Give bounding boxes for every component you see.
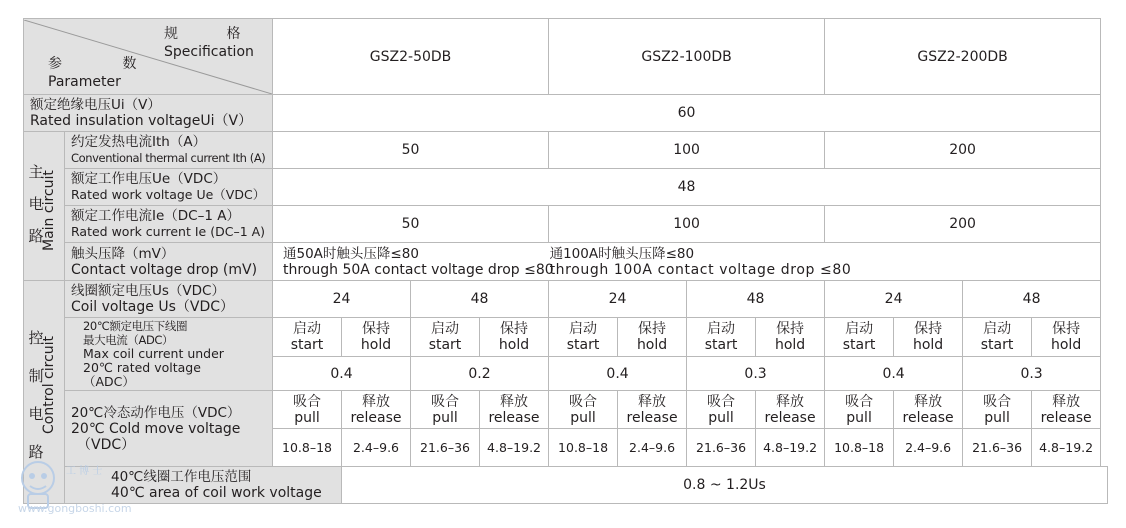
label-cn: 额定工作电流Ie（DC–1 A） [71, 208, 240, 224]
work-current-value: 200 [825, 206, 1101, 243]
release-en: release [1040, 409, 1092, 426]
hold-cn: 保持 [1052, 321, 1081, 337]
release-cn: 释放 [914, 393, 943, 410]
contact-drop-label [65, 243, 273, 281]
cold-voltage-value: 21.6–36 [411, 429, 480, 467]
drop-en: through 50A contact voltage drop ≤80 [283, 261, 554, 278]
start-cn: 启动 [707, 321, 736, 337]
contact-drop-col2-text [550, 246, 852, 278]
group-char: 控 [28, 329, 44, 347]
pull-cn: 吸合 [707, 393, 736, 410]
drop-cn: 通100A时触头压降≤80 [549, 246, 695, 262]
start-cell [963, 318, 1032, 357]
spec-table-wrapper [23, 18, 1108, 504]
max-current-mode-row [24, 318, 1108, 357]
hold-en: hold [360, 337, 392, 353]
cold-voltage-value: 21.6–36 [687, 429, 756, 467]
cold-voltage-value: 10.8–18 [825, 429, 894, 467]
cold-voltage-value: 4.8–19.2 [756, 429, 825, 467]
label-en: （ADC） [83, 374, 135, 389]
work-voltage-value: 48 [273, 169, 1101, 206]
coil-voltage-row [24, 281, 1108, 318]
work-current-value: 50 [273, 206, 549, 243]
max-current-value: 0.3 [963, 357, 1101, 391]
model-header-2 [549, 19, 825, 95]
thermal-current-value: 50 [273, 132, 549, 169]
rated-insulation-row [24, 95, 1108, 132]
start-cn: 启动 [845, 321, 874, 337]
rated-insulation-value: 60 [273, 95, 1101, 132]
thermal-current-value: 200 [825, 132, 1101, 169]
label-en: Rated work current Ie (DC–1 A) [71, 224, 266, 239]
thermal-current-row [24, 132, 1108, 169]
coil-voltage-value: 24 [273, 281, 411, 318]
cold-voltage-mode-row [24, 391, 1108, 429]
contact-drop-row [24, 243, 1108, 281]
watermark-cn: 工 博 士 [66, 466, 103, 477]
start-en: start [566, 337, 600, 353]
model-name: GSZ2-50DB [369, 48, 452, 65]
hold-en: hold [774, 337, 806, 353]
cold-voltage-value: 4.8–19.2 [1032, 429, 1101, 467]
start-en: start [704, 337, 738, 353]
pull-cell [273, 391, 342, 429]
spec-en-label: Specification [164, 43, 254, 60]
pull-cn: 吸合 [569, 393, 598, 410]
start-cell [273, 318, 342, 357]
release-en: release [626, 409, 678, 426]
coil-voltage-value: 48 [411, 281, 549, 318]
label-en: Max coil current under [83, 346, 224, 361]
release-cell [1032, 391, 1101, 429]
cold-voltage-value: 10.8–18 [273, 429, 342, 467]
header-corner-cell [24, 19, 273, 95]
pull-en: pull [846, 409, 872, 426]
hold-cn: 保持 [638, 321, 667, 337]
pull-cn: 吸合 [845, 393, 874, 410]
pull-cell [411, 391, 480, 429]
label-cn: 触头压降（mV） [71, 245, 175, 262]
release-cell [894, 391, 963, 429]
label-en: Coil voltage Us（VDC） [71, 299, 235, 315]
start-cell [687, 318, 756, 357]
label-cn: 线圈额定电压Us（VDC） [71, 283, 225, 299]
release-cell [480, 391, 549, 429]
release-en: release [488, 409, 540, 426]
label-en: Rated insulation voltageUi（V） [30, 113, 253, 129]
work-voltage-row [24, 169, 1108, 206]
control-circuit-en: Control circuit [41, 335, 57, 434]
hold-cell [618, 318, 687, 357]
max-current-value: 0.4 [825, 357, 963, 391]
hold-cell [756, 318, 825, 357]
label-en: 40℃ area of coil work voltage [111, 485, 322, 501]
release-cell [618, 391, 687, 429]
label-cn: 额定绝缘电压Ui（V） [30, 97, 161, 113]
start-en: start [290, 337, 324, 353]
work-voltage-label [65, 169, 273, 206]
hold-en: hold [498, 337, 530, 353]
max-current-label [65, 318, 273, 391]
start-en: start [842, 337, 876, 353]
release-cn: 释放 [500, 393, 529, 410]
pull-en: pull [570, 409, 596, 426]
group-char: 制 [28, 367, 44, 385]
model-name: GSZ2-100DB [641, 48, 732, 65]
coil-voltage-value: 48 [687, 281, 825, 318]
pull-en: pull [984, 409, 1010, 426]
label-cn: 20℃冷态动作电压（VDC） [71, 404, 241, 421]
hold-en: hold [1050, 337, 1082, 353]
label-cn: 20℃额定电压下线圈 [83, 319, 188, 333]
label-cn: 40℃线圈工作电压范围 [111, 469, 252, 485]
pull-cn: 吸合 [293, 393, 321, 410]
main-circuit-en: Main circuit [41, 170, 57, 251]
group-char: 路 [28, 227, 44, 245]
thermal-current-label [65, 132, 273, 169]
label-en: 20℃ Cold move voltage [71, 420, 241, 437]
thermal-current-value: 100 [549, 132, 825, 169]
hold-cell [894, 318, 963, 357]
release-cn: 释放 [638, 393, 667, 410]
label-en: Conventional thermal current Ith (A) [71, 151, 266, 165]
pull-cell [687, 391, 756, 429]
contact-drop-col2 [549, 243, 1101, 281]
release-cell [756, 391, 825, 429]
hold-cell [1032, 318, 1101, 357]
group-char: 主 [28, 163, 44, 181]
model-header-1 [273, 19, 549, 95]
cold-voltage-value: 2.4–9.6 [342, 429, 411, 467]
spec-cn-label: 规 格 [164, 25, 263, 42]
work-current-row [24, 206, 1108, 243]
coil-voltage-label [65, 281, 273, 318]
hold-en: hold [636, 337, 668, 353]
release-en: release [350, 409, 402, 426]
rated-insulation-label [24, 95, 273, 132]
hold-cn: 保持 [500, 321, 529, 337]
start-en: start [428, 337, 462, 353]
hold-cell [480, 318, 549, 357]
label-cn: 最大电流（ADC） [83, 333, 174, 347]
start-cell [549, 318, 618, 357]
group-char: 电 [28, 195, 44, 213]
pull-cn: 吸合 [983, 393, 1012, 410]
start-cn: 启动 [431, 321, 459, 337]
work-current-label [65, 206, 273, 243]
header-row [24, 19, 1108, 95]
hold-cn: 保持 [776, 321, 805, 337]
pull-en: pull [708, 409, 734, 426]
label-cn: 额定工作电压Ue（VDC） [71, 171, 227, 187]
cold-voltage-value: 4.8–19.2 [480, 429, 549, 467]
cold-voltage-value: 2.4–9.6 [894, 429, 963, 467]
drop-en: through 100A contact voltage drop ≤80 [549, 262, 852, 278]
param-en-label: Parameter [48, 73, 121, 90]
release-cn: 释放 [776, 393, 805, 410]
cold-voltage-value: 10.8–18 [549, 429, 618, 467]
label-en: Contact voltage drop (mV) [71, 261, 258, 278]
group-char: 路 [28, 443, 44, 461]
label-en: 20℃ rated voltage [83, 360, 201, 375]
release-en: release [764, 409, 816, 426]
param-cn-label: 参 数 [48, 55, 165, 72]
release-cn: 释放 [1052, 393, 1081, 410]
hold-cn: 保持 [362, 321, 390, 337]
max-current-value: 0.4 [549, 357, 687, 391]
pull-cell [549, 391, 618, 429]
release-cn: 释放 [362, 393, 390, 410]
spec-table [23, 18, 1108, 504]
max-current-value: 0.3 [687, 357, 825, 391]
work-current-value: 100 [549, 206, 825, 243]
start-cell [411, 318, 480, 357]
start-cn: 启动 [569, 321, 598, 337]
start-en: start [980, 337, 1014, 353]
start-cn: 启动 [983, 321, 1012, 337]
pull-en: pull [294, 409, 320, 426]
hold-cn: 保持 [914, 321, 943, 337]
release-en: release [902, 409, 954, 426]
coil-voltage-value: 48 [963, 281, 1101, 318]
max-current-value: 0.2 [411, 357, 549, 391]
hold-en: hold [912, 337, 944, 353]
start-cn: 启动 [293, 321, 321, 337]
cold-voltage-value: 2.4–9.6 [618, 429, 687, 467]
coil-voltage-value: 24 [549, 281, 687, 318]
hold-cell [342, 318, 411, 357]
work-range-value: 0.8 ~ 1.2Us [342, 467, 1108, 504]
pull-cn: 吸合 [431, 393, 459, 410]
group-char: 电 [28, 405, 44, 423]
watermark-url: www.gongboshi.com [18, 502, 132, 515]
drop-cn: 通50A时触头压降≤80 [283, 245, 419, 262]
pull-cell [825, 391, 894, 429]
label-en: （VDC） [77, 436, 136, 453]
coil-voltage-value: 24 [825, 281, 963, 318]
pull-en: pull [432, 409, 458, 426]
header-corner [24, 20, 272, 94]
cold-voltage-value: 21.6–36 [963, 429, 1032, 467]
label-cn: 约定发热电流Ith（A） [71, 134, 207, 150]
label-en: Rated work voltage Ue（VDC） [71, 187, 266, 202]
max-current-value: 0.4 [273, 357, 411, 391]
work-range-row [24, 467, 1108, 504]
pull-cell [963, 391, 1032, 429]
release-cell [342, 391, 411, 429]
model-name: GSZ2-200DB [917, 48, 1008, 65]
start-cell [825, 318, 894, 357]
main-circuit-group [24, 132, 65, 281]
model-header-3 [825, 19, 1101, 95]
